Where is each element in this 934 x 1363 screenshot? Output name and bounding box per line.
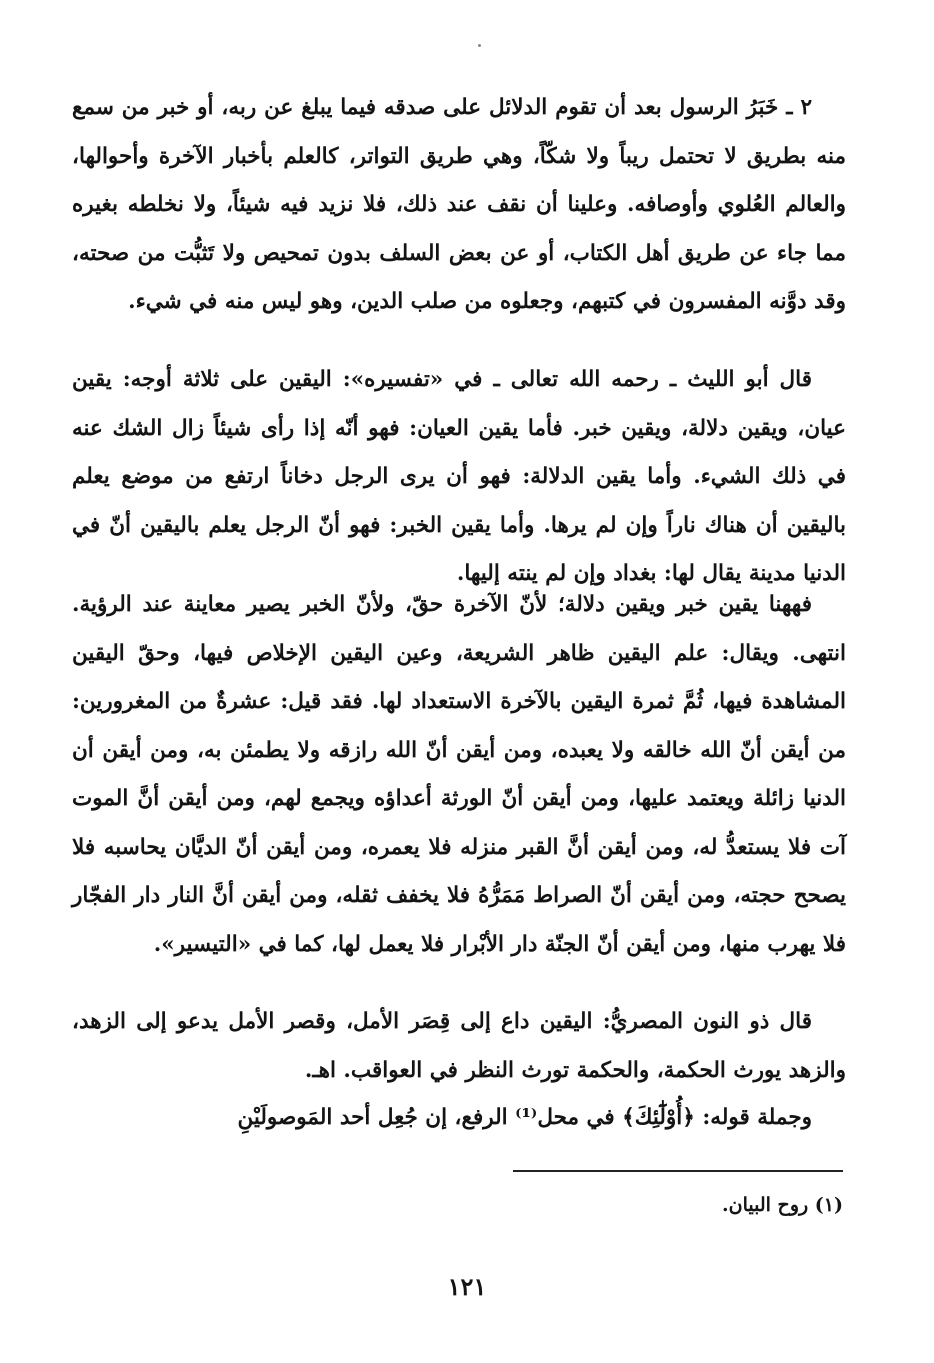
paragraph-2 [72, 356, 846, 599]
paragraph-text: فههنا يقين خبر ويقين دلالة؛ لأنّ الآخرة حقّ، ولأنّ الخبر يصير معاينة عند الرؤية. انتهى. ويقال: علم اليقين ظاهر الشريعة، وعين اليقين الإخلاص فيها، وحقّ اليقين المشاهدة فيها، ثُمَّ ثمرة اليقين بالآخرة الاستعداد لها. فقد قيل: عشرةٌ من المغرورين: من أيقن أنّ الله خالقه ولا يعبده، ومن أيقن أنّ الله رازقه ولا يطمئن به، ومن أيقن أن الدنيا زائلة ويعتمد عليها، ومن أيقن أنّ الورثة أعداؤه ويجمع لهم، ومن أيقن أنَّ الموت آت فلا يستعدُّ له، ومن أيقن أنَّ القبر منزله فلا يعمره، ومن أيقن أنّ الديَّان يحاسبه فلا يصحح حجته، ومن أيقن أنّ الصراط مَمَرُّهُ فلا يخفف ثقله، ومن أيقن أنَّ النار دار الفجّار فلا يهرب منها، ومن أيقن أنّ الجنّة دار الأبْرار فلا يعمل لها، كما في «التيسير». [72, 592, 846, 957]
paragraph-5 [72, 1094, 846, 1143]
paragraph-4 [72, 998, 846, 1095]
footnote-divider [513, 1170, 843, 1172]
print-speck [478, 44, 481, 47]
paragraph-text: وجملة قوله: ﴿أُوْلَٰٓئِكَ﴾ في محل⁽¹⁾ الرفع، إن جُعِل أحد المَوصولَيْنِ [237, 1105, 812, 1130]
paragraph-1 [72, 84, 846, 327]
footnote: (١) روح البيان. [722, 1194, 843, 1216]
page-number: ١٢١ [447, 1272, 487, 1301]
paragraph-text: قال أبو الليث ـ رحمه الله تعالى ـ في «تفسيره»: اليقين على ثلاثة أوجه: يقين عيان، ويقين دلالة، ويقين خبر. فأما يقين العيان: فهو أنّه إذا رأى شيئاً زال الشك عنه في ذلك الشيء. وأما يقين الدلالة: فهو أن يرى الرجل دخاناً ارتفع من موضع يعلم باليقين أن هناك ناراً وإن لم يرها. وأما يقين الخبر: فهو أنّ الرجل يعلم باليقين أنّ في الدنيا مدينة يقال لها: بغداد وإن لم ينته إليها. [72, 367, 846, 586]
paragraph-3 [72, 581, 846, 969]
paragraph-text: ٢ ـ خَبَرُ الرسول بعد أن تقوم الدلائل على صدقه فيما يبلغ عن ربه، أو خبر من سمع منه بطريق لا تحتمل ريباً ولا شكّاً، وهي طريق التواتر، كالعلم بأخبار الآخرة وأحوالها، والعالم العُلوي وأوصافه. وعلينا أن نقف عند ذلك، فلا نزيد فيه شيئاً، ولا نخلطه بغيره مما جاء عن طريق أهل الكتاب، أو عن بعض السلف بدون تمحيص ولا تَثبُّت من صحته، وقد دوَّنه المفسرون في كتبهم، وجعلوه من صلب الدين، وهو ليس منه في شيء. [72, 95, 846, 314]
paragraph-text: قال ذو النون المصريُّ: اليقين داع إلى قِصَر الأمل، وقصر الأمل يدعو إلى الزهد، والزهد يورث الحكمة، والحكمة تورث النظر في العواقب. اهـ. [72, 1009, 846, 1083]
